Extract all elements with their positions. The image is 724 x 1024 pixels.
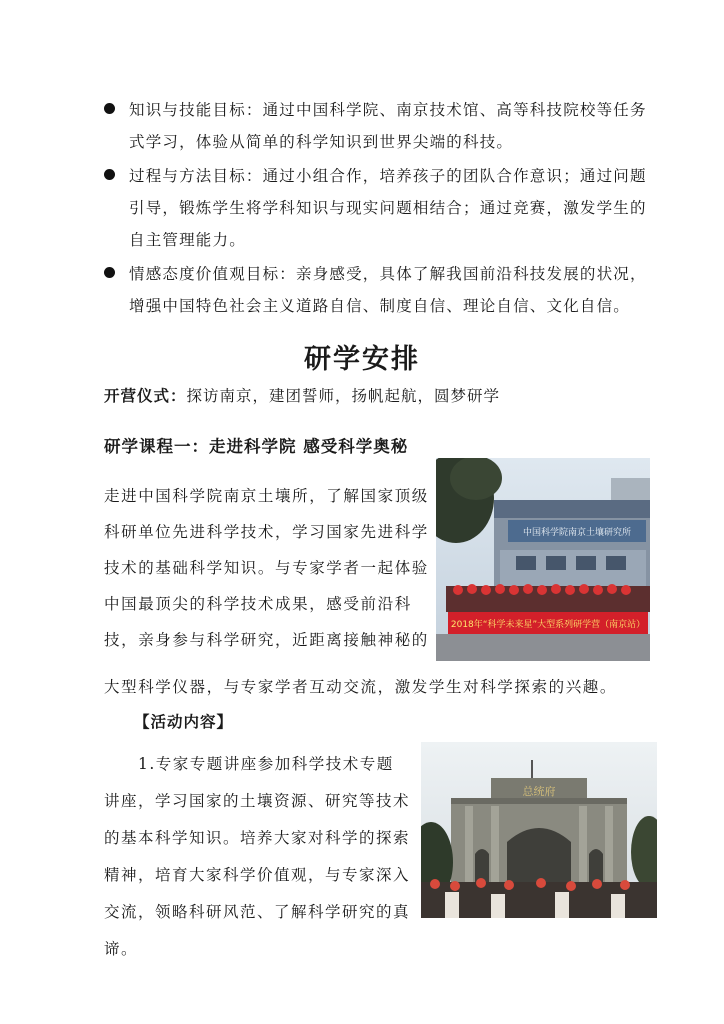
opening-label: 开营仪式：	[104, 387, 187, 405]
activity1-paragraph: 1.专家专题讲座参加科学技术专题讲座，学习国家的土壤资源、研究等技术的基本科学知识。培养大家对科学的探索精神，培育大家科学价值观，与专家深入交流，领略科研风范、了解科学研究的真谛。	[104, 755, 411, 958]
presidential-palace-photo	[421, 742, 657, 918]
activity-heading: 【活动内容】	[134, 713, 234, 731]
list-item	[104, 258, 649, 322]
soil-institute-photo	[436, 458, 650, 661]
section-title: 研学安排	[304, 344, 420, 375]
objective-emotion: 情感态度价值观目标：亲身感受，具体了解我国前沿科技发展的状况，增强中国特色社会主义道路自信、制度自信、理论自信、文化自信。	[129, 265, 647, 315]
objective-knowledge: 知识与技能目标：通过中国科学院、南京技术馆、高等科技院校等任务式学习，体验从简单的科学知识到世界尖端的科技。	[129, 101, 647, 151]
building-sign-text: 中国科学院南京土壤研究所	[522, 528, 632, 538]
opening-text: 探访南京，建团誓师，扬帆起航，圆梦研学	[186, 387, 501, 405]
opening-ceremony	[104, 384, 500, 406]
course1-paragraph-end: 大型科学仪器，与专家学者互动交流，激发学生对科学探索的兴趣。	[104, 678, 618, 696]
course1-paragraph: 走进中国科学院南京土壤所，了解国家顶级科研单位先进科学技术，学习国家先进科学技术的基础科学知识。与专家学者一起体验中国最顶尖的科学技术成果，感受前沿科技，亲身参与科学研究，近距离接触神秘的	[104, 487, 429, 649]
list-item	[104, 94, 649, 158]
objectives-list	[104, 94, 649, 324]
list-item	[104, 160, 649, 256]
bullet-icon	[104, 267, 115, 278]
banner-text: 2018年“科学未来星”大型系列研学营（南京站）	[450, 620, 646, 630]
bullet-icon	[104, 103, 115, 114]
bullet-icon	[104, 169, 115, 180]
course1-title: 研学课程一：走进科学院 感受科学奥秘	[104, 437, 409, 456]
gate-sign-text: 总统府	[522, 785, 556, 798]
objective-process: 过程与方法目标：通过小组合作，培养孩子的团队合作意识；通过问题引导，锻炼学生将学科知识与现实问题相结合；通过竞赛，激发学生的自主管理能力。	[129, 167, 647, 249]
